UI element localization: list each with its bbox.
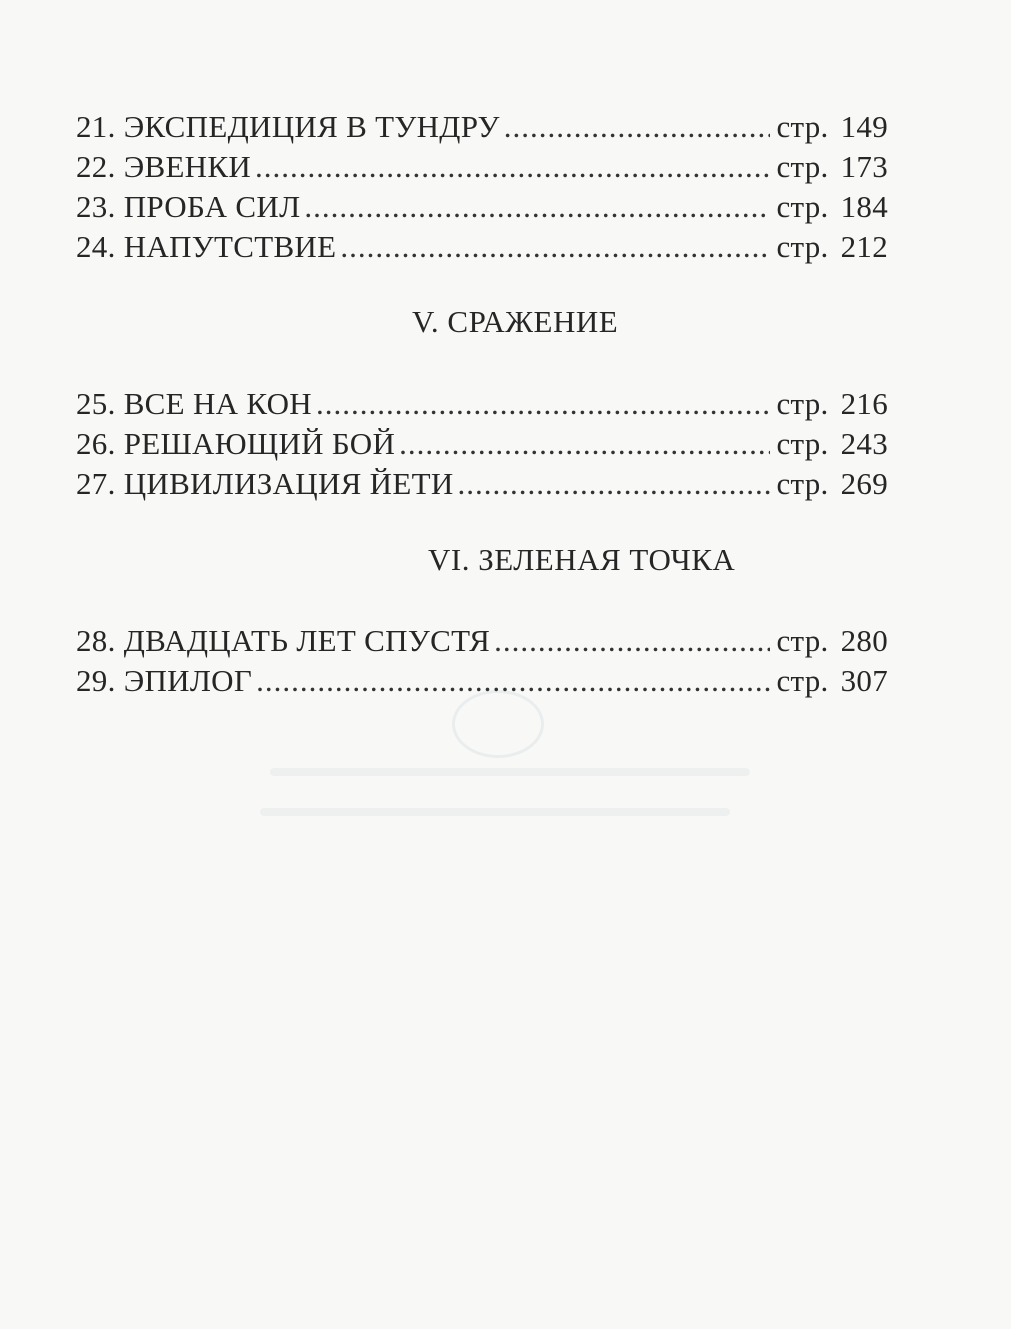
toc-entry-title: 26. РЕШАЮЩИЙ БОЙ [76, 426, 396, 461]
toc-entry[interactable] [76, 107, 888, 147]
toc-page-ref [776, 661, 888, 701]
page-prefix: стр. [776, 663, 829, 698]
toc-leader-dots [494, 621, 770, 661]
toc-entry-title: 22. ЭВЕНКИ [76, 149, 252, 184]
toc-entry[interactable] [76, 661, 888, 701]
toc-page-ref [776, 227, 888, 267]
toc-entry-title: 27. ЦИВИЛИЗАЦИЯ ЙЕТИ [76, 466, 454, 501]
toc-page-ref [776, 464, 888, 504]
toc-entry[interactable] [76, 187, 888, 227]
toc-entry[interactable] [76, 384, 888, 424]
section-heading: VI. ЗЕЛЕНАЯ ТОЧКА [428, 542, 736, 577]
toc-entry[interactable] [76, 424, 888, 464]
page-number: 307 [840, 663, 888, 698]
toc-entry-title: 25. ВСЕ НА КОН [76, 386, 312, 421]
page-prefix: стр. [776, 189, 829, 224]
toc-entry[interactable] [76, 147, 888, 187]
toc-leader-dots [399, 424, 770, 464]
toc-entry-title: 23. ПРОБА СИЛ [76, 189, 301, 224]
page-number: 149 [840, 109, 888, 144]
toc-leader-dots [256, 661, 770, 701]
toc-page-ref [776, 424, 888, 464]
page-prefix: стр. [776, 149, 829, 184]
page-prefix: стр. [776, 466, 829, 501]
toc-page-ref [776, 107, 888, 147]
toc-entry-title: 21. ЭКСПЕДИЦИЯ В ТУНДРУ [76, 109, 500, 144]
page-prefix: стр. [776, 109, 829, 144]
page-prefix: стр. [776, 386, 829, 421]
page-number: 280 [840, 623, 888, 658]
toc-leader-dots [316, 384, 771, 424]
page-prefix: стр. [776, 623, 829, 658]
toc-page-ref [776, 621, 888, 661]
toc-page-ref [776, 187, 888, 227]
toc-leader-dots [340, 227, 770, 267]
page-number: 212 [840, 229, 888, 264]
toc-leader-dots [504, 107, 771, 147]
section-heading: V. СРАЖЕНИЕ [412, 304, 619, 339]
page-prefix: стр. [776, 229, 829, 264]
toc-group [76, 621, 888, 701]
toc-entry[interactable] [76, 464, 888, 504]
toc-leader-dots [255, 147, 770, 187]
toc-entry[interactable] [76, 227, 888, 267]
toc-page-ref [776, 147, 888, 187]
page-number: 173 [840, 149, 888, 184]
toc-leader-dots [458, 464, 771, 504]
show-through-line [260, 808, 730, 816]
toc-entry-title: 28. ДВАДЦАТЬ ЛЕТ СПУСТЯ [76, 623, 491, 658]
show-through-line [270, 768, 750, 776]
page-prefix: стр. [776, 426, 829, 461]
page-number: 269 [840, 466, 888, 501]
toc-entry-title: 24. НАПУТСТВИЕ [76, 229, 337, 264]
toc-group [76, 107, 888, 267]
toc-leader-dots [304, 187, 770, 227]
toc-page-ref [776, 384, 888, 424]
page-number: 216 [840, 386, 888, 421]
toc-entry-title: 29. ЭПИЛОГ [76, 663, 253, 698]
page-number: 243 [840, 426, 888, 461]
page-number: 184 [840, 189, 888, 224]
toc-entry[interactable] [76, 621, 888, 661]
toc-group [76, 384, 888, 504]
